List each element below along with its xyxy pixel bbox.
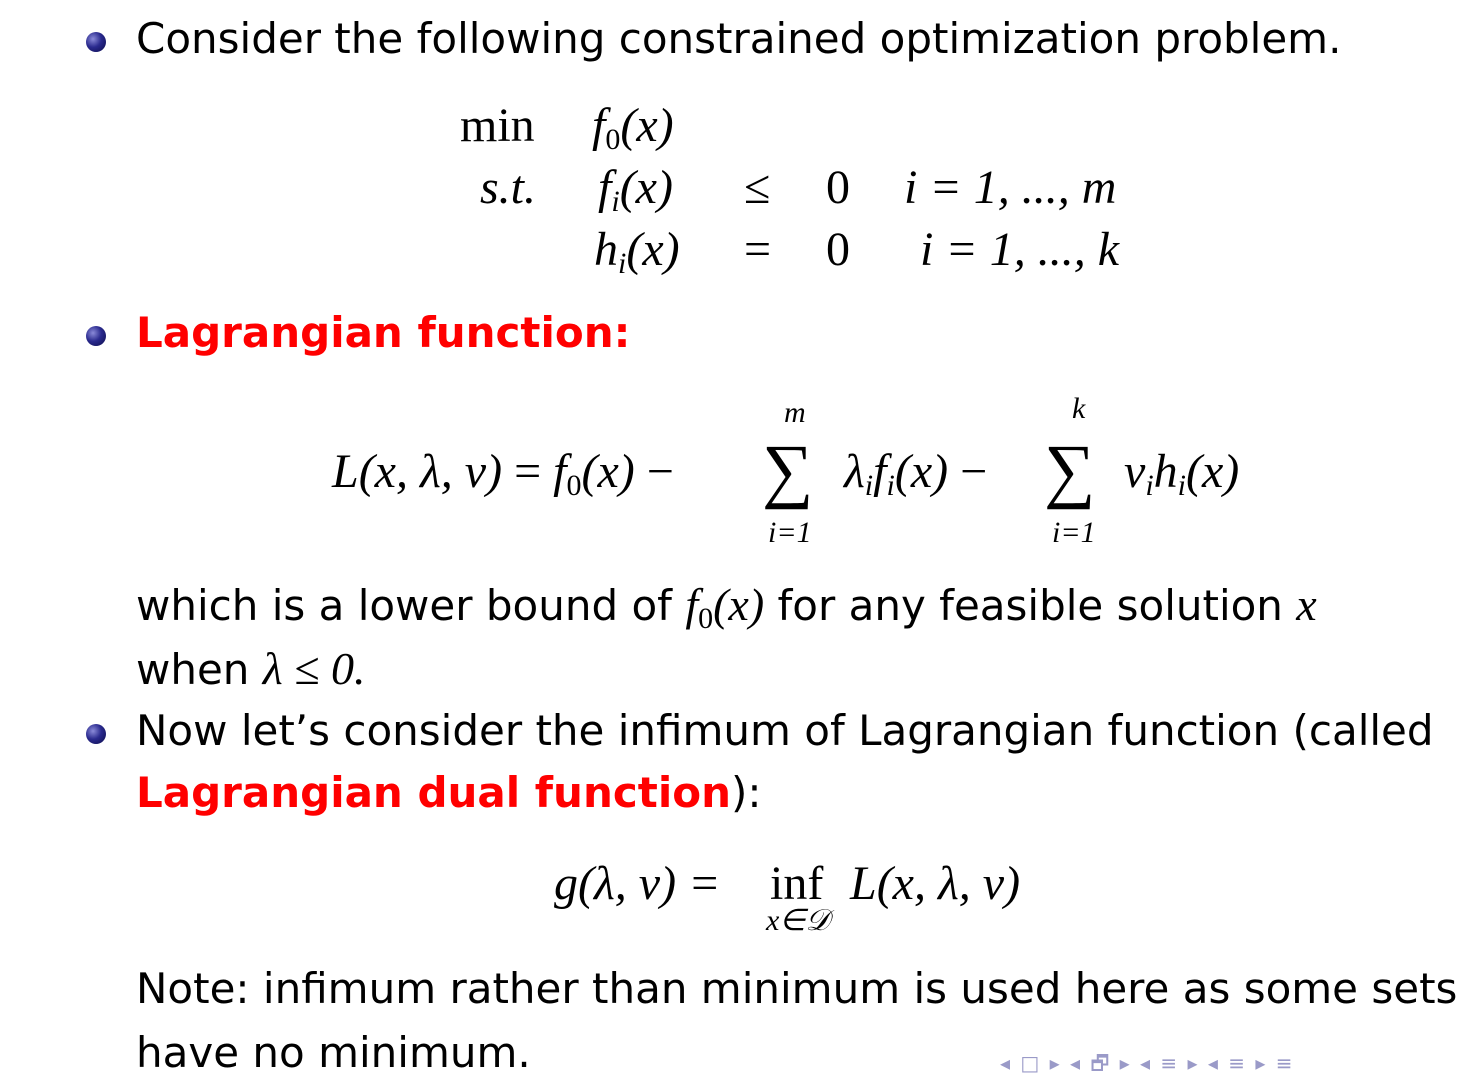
bullet-text: Consider the following constrained optimization problem. bbox=[136, 14, 1342, 63]
dual-rhs: L(x, λ, ν) bbox=[850, 857, 1021, 910]
explain-line-2: when λ ≤ 0. bbox=[136, 643, 366, 694]
min-label: min bbox=[460, 99, 535, 152]
dual-lhs: g(λ, ν) = bbox=[554, 857, 721, 910]
note-line-1: Note: infimum rather than minimum is used here as some sets bbox=[136, 964, 1458, 1013]
zero-1: 0 bbox=[826, 161, 850, 214]
eq-symbol: = bbox=[744, 223, 772, 276]
range-2: i = 1, ..., k bbox=[920, 223, 1120, 276]
sum-symbol-1: ∑ bbox=[762, 430, 814, 510]
lagrangian-mid: $\lambda_if_i(x)$ − bbox=[844, 445, 988, 502]
inf-subscript: x∈𝒟 bbox=[766, 904, 830, 937]
range-1: i = 1, ..., m bbox=[904, 161, 1117, 214]
sum-upper-k: k bbox=[1072, 392, 1086, 425]
constraint-f: $f_i(x)$ bbox=[598, 161, 673, 218]
sum-lower-2: i=1 bbox=[1052, 516, 1096, 549]
constraint-h: $h_i(x)$ bbox=[594, 223, 680, 280]
lagrangian-rhs: $\nu_ih_i(x)$ bbox=[1124, 445, 1240, 502]
bullet-marker bbox=[86, 32, 106, 52]
sum-symbol-2: ∑ bbox=[1044, 430, 1096, 510]
note-line-2: have no minimum. bbox=[136, 1028, 531, 1077]
lagrangian-heading: Lagrangian function: bbox=[136, 308, 631, 357]
le-symbol: ≤ bbox=[744, 161, 771, 214]
sum-upper-m: m bbox=[784, 396, 806, 429]
lagrangian-lhs: L(x, λ, $\nu) = f_0(x)$ − bbox=[332, 445, 674, 502]
slide-navigation[interactable]: ◂ □ ▸ ◂ 🗗 ▸ ◂ ≡ ▸ ◂ ≡ ▸ ≡ bbox=[1000, 1051, 1295, 1075]
explain-line-1: which is a lower bound of $f_0(x)$ for any feasible solution x bbox=[136, 579, 1317, 635]
bullet3-line-2: Lagrangian dual function): bbox=[136, 768, 762, 817]
objective: $f_0(x)$ bbox=[592, 99, 674, 156]
zero-2: 0 bbox=[826, 223, 850, 276]
st-label: s.t. bbox=[480, 161, 537, 214]
bullet-marker bbox=[86, 326, 106, 346]
sum-lower-1: i=1 bbox=[768, 516, 812, 549]
bullet-marker bbox=[86, 724, 106, 744]
bullet3-line-1: Now let’s consider the infimum of Lagrangian function (called bbox=[136, 706, 1434, 755]
inf-operator: inf bbox=[770, 857, 824, 910]
dual-function-term: Lagrangian dual function bbox=[136, 768, 731, 817]
